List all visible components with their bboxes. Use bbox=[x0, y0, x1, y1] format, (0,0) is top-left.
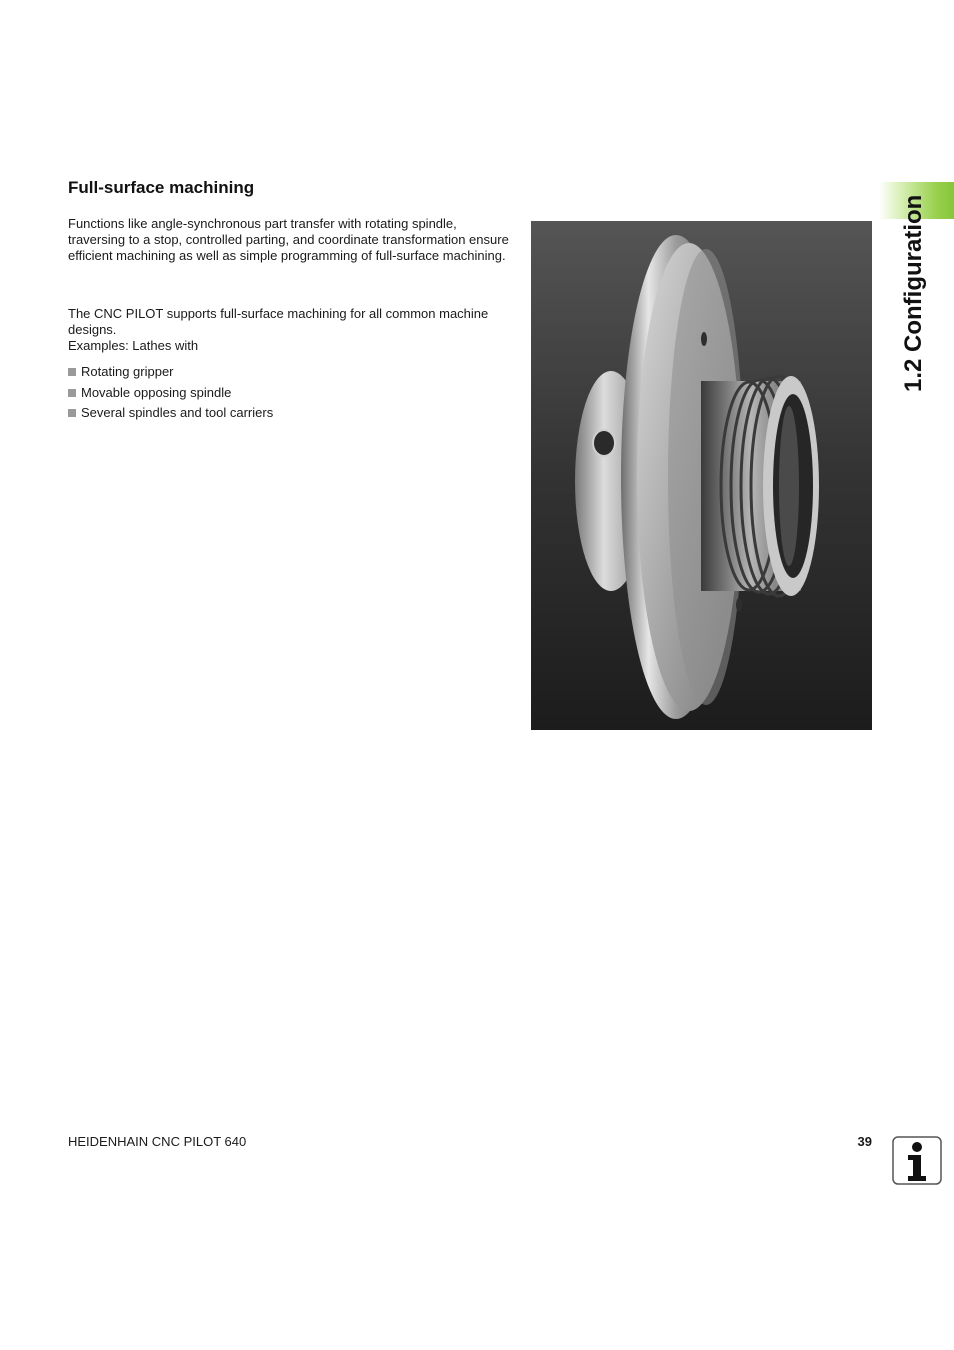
flange-photo bbox=[531, 221, 872, 730]
bullet-square-icon bbox=[68, 409, 76, 417]
bullet-square-icon bbox=[68, 389, 76, 397]
intro-paragraph: Functions like angle-synchronous part transfer with rotating spindle, traversing to a stop, controlled parting, and coordinate transformation ensure efficient machining as well as simple programming of full-surface machining. bbox=[68, 216, 509, 263]
section-heading: Full-surface machining bbox=[68, 178, 255, 197]
chapter-label-text: 1.2 Configuration bbox=[900, 194, 927, 392]
chapter-side-label bbox=[896, 182, 932, 392]
list-item-label: Movable opposing spindle bbox=[81, 384, 232, 400]
page-number: 39 bbox=[857, 1134, 872, 1149]
examples-intro: Examples: Lathes with bbox=[68, 338, 199, 353]
support-paragraph bbox=[68, 306, 513, 354]
list-item-label: Several spindles and tool carriers bbox=[81, 405, 274, 420]
bullet-square-icon bbox=[68, 368, 76, 376]
list-item bbox=[68, 405, 273, 426]
list-item-label: Rotating gripper bbox=[81, 364, 174, 379]
info-icon bbox=[892, 1136, 942, 1185]
list-item bbox=[68, 385, 273, 406]
support-paragraph-text: The CNC PILOT supports full-surface machining for all common machine designs. bbox=[68, 306, 489, 337]
list-item bbox=[68, 364, 273, 385]
lathe-types-list bbox=[68, 364, 273, 426]
footer-product-name: HEIDENHAIN CNC PILOT 640 bbox=[68, 1134, 247, 1149]
